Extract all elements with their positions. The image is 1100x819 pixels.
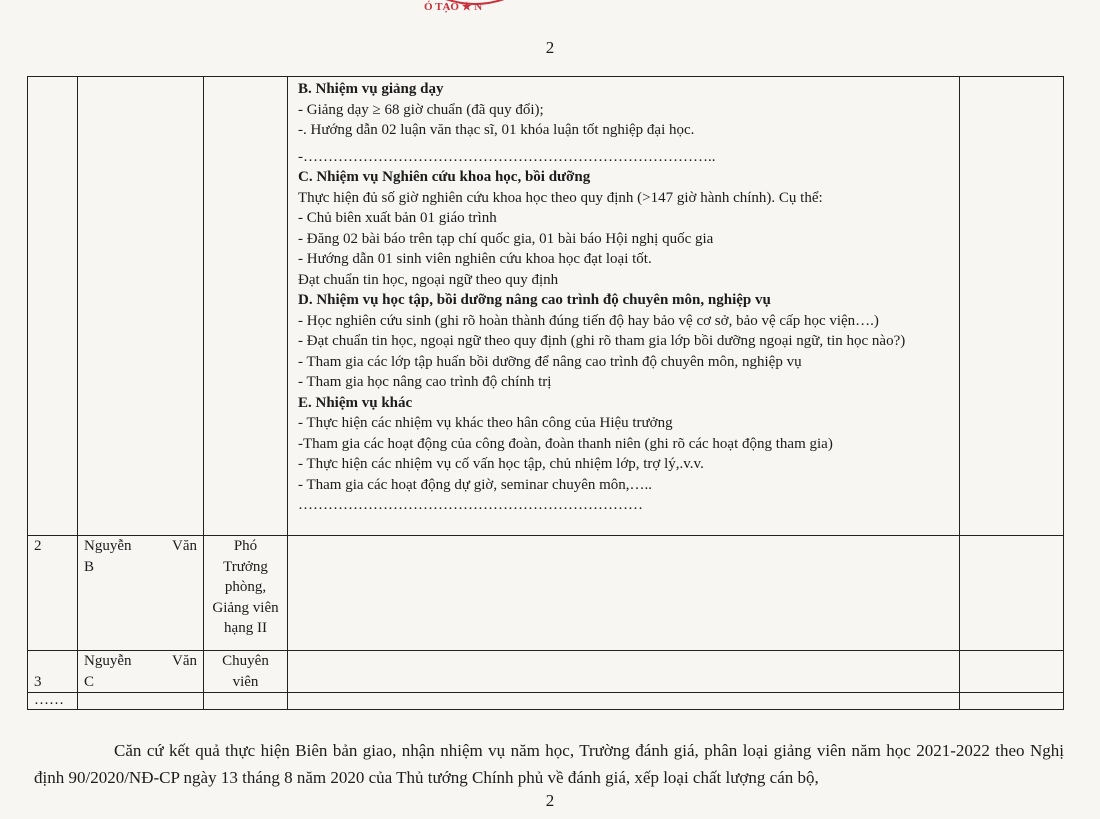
seal-text: Ó TẠO ★ N — [424, 1, 483, 13]
position-cell — [204, 77, 288, 536]
section-heading-teaching: B. Nhiệm vụ giảng dạy — [298, 81, 444, 97]
paragraph-text: Căn cứ kết quả thực hiện Biên bản giao, nhận nhiệm vụ năm học, Trường đánh giá, phân loại giảng viên năm học 2021-2022 theo Nghị định 90/2020/NĐ-CP ngày 13 tháng 8 năm 2020 của Thủ tướng Chính phủ về đánh giá, xếp loại chất lượng cán bộ, — [34, 741, 1064, 787]
list-item: - Thực hiện các nhiệm vụ cố vấn học tập, chủ nhiệm lớp, trợ lý,.v.v. — [298, 456, 704, 472]
notes-cell — [960, 693, 1064, 710]
page-number-top: 2 — [545, 38, 555, 57]
page-number-bottom: 2 — [545, 791, 555, 810]
section-heading-other: E. Nhiệm vụ khác — [298, 394, 413, 411]
name-line: B — [84, 558, 95, 575]
official-seal — [400, 0, 550, 20]
stt-cell: 3 — [28, 651, 78, 693]
list-item: - Tham gia các lớp tập huấn bồi dưỡng để nâng cao trình độ chuyên môn, nghiệp vụ — [298, 353, 802, 370]
list-item: -. Hướng dẫn 02 luận văn thạc sĩ, 01 khóa luận tốt nghiệp đại học. — [298, 122, 695, 138]
list-item: …………………………………………………………… — [298, 497, 643, 513]
list-item: - Chủ biên xuất bản 01 giáo trình — [298, 210, 497, 226]
stt-cell: …… — [28, 693, 78, 710]
notes-cell — [960, 651, 1064, 693]
list-item: - Học nghiên cứu sinh (ghi rõ hoàn thành đúng tiến độ hay bảo vệ cơ sở, bảo vệ cấp học viện….) — [298, 312, 879, 329]
table-row — [28, 77, 1064, 536]
name-line: Nguyễn Văn — [84, 653, 197, 669]
section-heading-research: C. Nhiệm vụ Nghiên cứu khoa học, bồi dưỡng — [298, 169, 591, 185]
position-cell — [204, 693, 288, 710]
position-cell: Chuyên viên — [204, 651, 288, 693]
table-row — [28, 693, 1064, 710]
list-item: - Đăng 02 bài báo trên tạp chí quốc gia, 01 bài báo Hội nghị quốc gia — [298, 230, 714, 247]
task-list-cell — [288, 536, 960, 651]
list-item: - Giảng dạy ≥ 68 giờ chuẩn (đã quy đổi); — [298, 101, 544, 118]
name-line: C — [84, 673, 95, 690]
section-heading-training: D. Nhiệm vụ học tập, bồi dưỡng nâng cao trình độ chuyên môn, nghiệp vụ — [298, 292, 771, 308]
table-row — [28, 651, 1064, 693]
list-item: - Thực hiện các nhiệm vụ khác theo hân công của Hiệu trưởng — [298, 415, 673, 431]
task-assignment-table — [27, 76, 1064, 710]
list-item: Đạt chuẩn tin học, ngoại ngữ theo quy định — [298, 271, 559, 288]
notes-cell — [960, 536, 1064, 651]
table-row — [28, 536, 1064, 651]
list-item: - Hướng dẫn 01 sinh viên nghiên cứu khoa học đạt loại tốt. — [298, 251, 652, 267]
name-cell — [78, 77, 204, 536]
list-item: -……………………………………………………………………….. — [298, 148, 716, 165]
list-item: - Tham gia học nâng cao trình độ chính trị — [298, 374, 552, 390]
name-cell — [78, 536, 204, 651]
list-item: Thực hiện đủ số giờ nghiên cứu khoa học theo quy định (>147 giờ hành chính). Cụ thể: — [298, 189, 823, 206]
position-cell: Phó Trưởng phòng, Giảng viên hạng II — [204, 536, 288, 651]
list-item: -Tham gia các hoạt động của công đoàn, đoàn thanh niên (ghi rõ các hoạt động tham gia) — [298, 435, 833, 452]
stt-cell — [28, 77, 78, 536]
closing-paragraph — [34, 737, 1064, 791]
name-cell — [78, 651, 204, 693]
list-item: - Tham gia các hoạt động dự giờ, seminar chuyên môn,….. — [298, 476, 653, 493]
task-list-cell — [288, 693, 960, 710]
name-cell — [78, 693, 204, 710]
task-list-cell — [288, 77, 960, 536]
task-list-cell — [288, 651, 960, 693]
notes-cell — [960, 77, 1064, 536]
stt-cell: 2 — [28, 536, 78, 651]
list-item: - Đạt chuẩn tin học, ngoại ngữ theo quy định (ghi rõ tham gia lớp bồi dưỡng ngoại ngữ, tin học nào?) — [298, 333, 906, 349]
name-line: Nguyễn Văn — [84, 538, 197, 554]
